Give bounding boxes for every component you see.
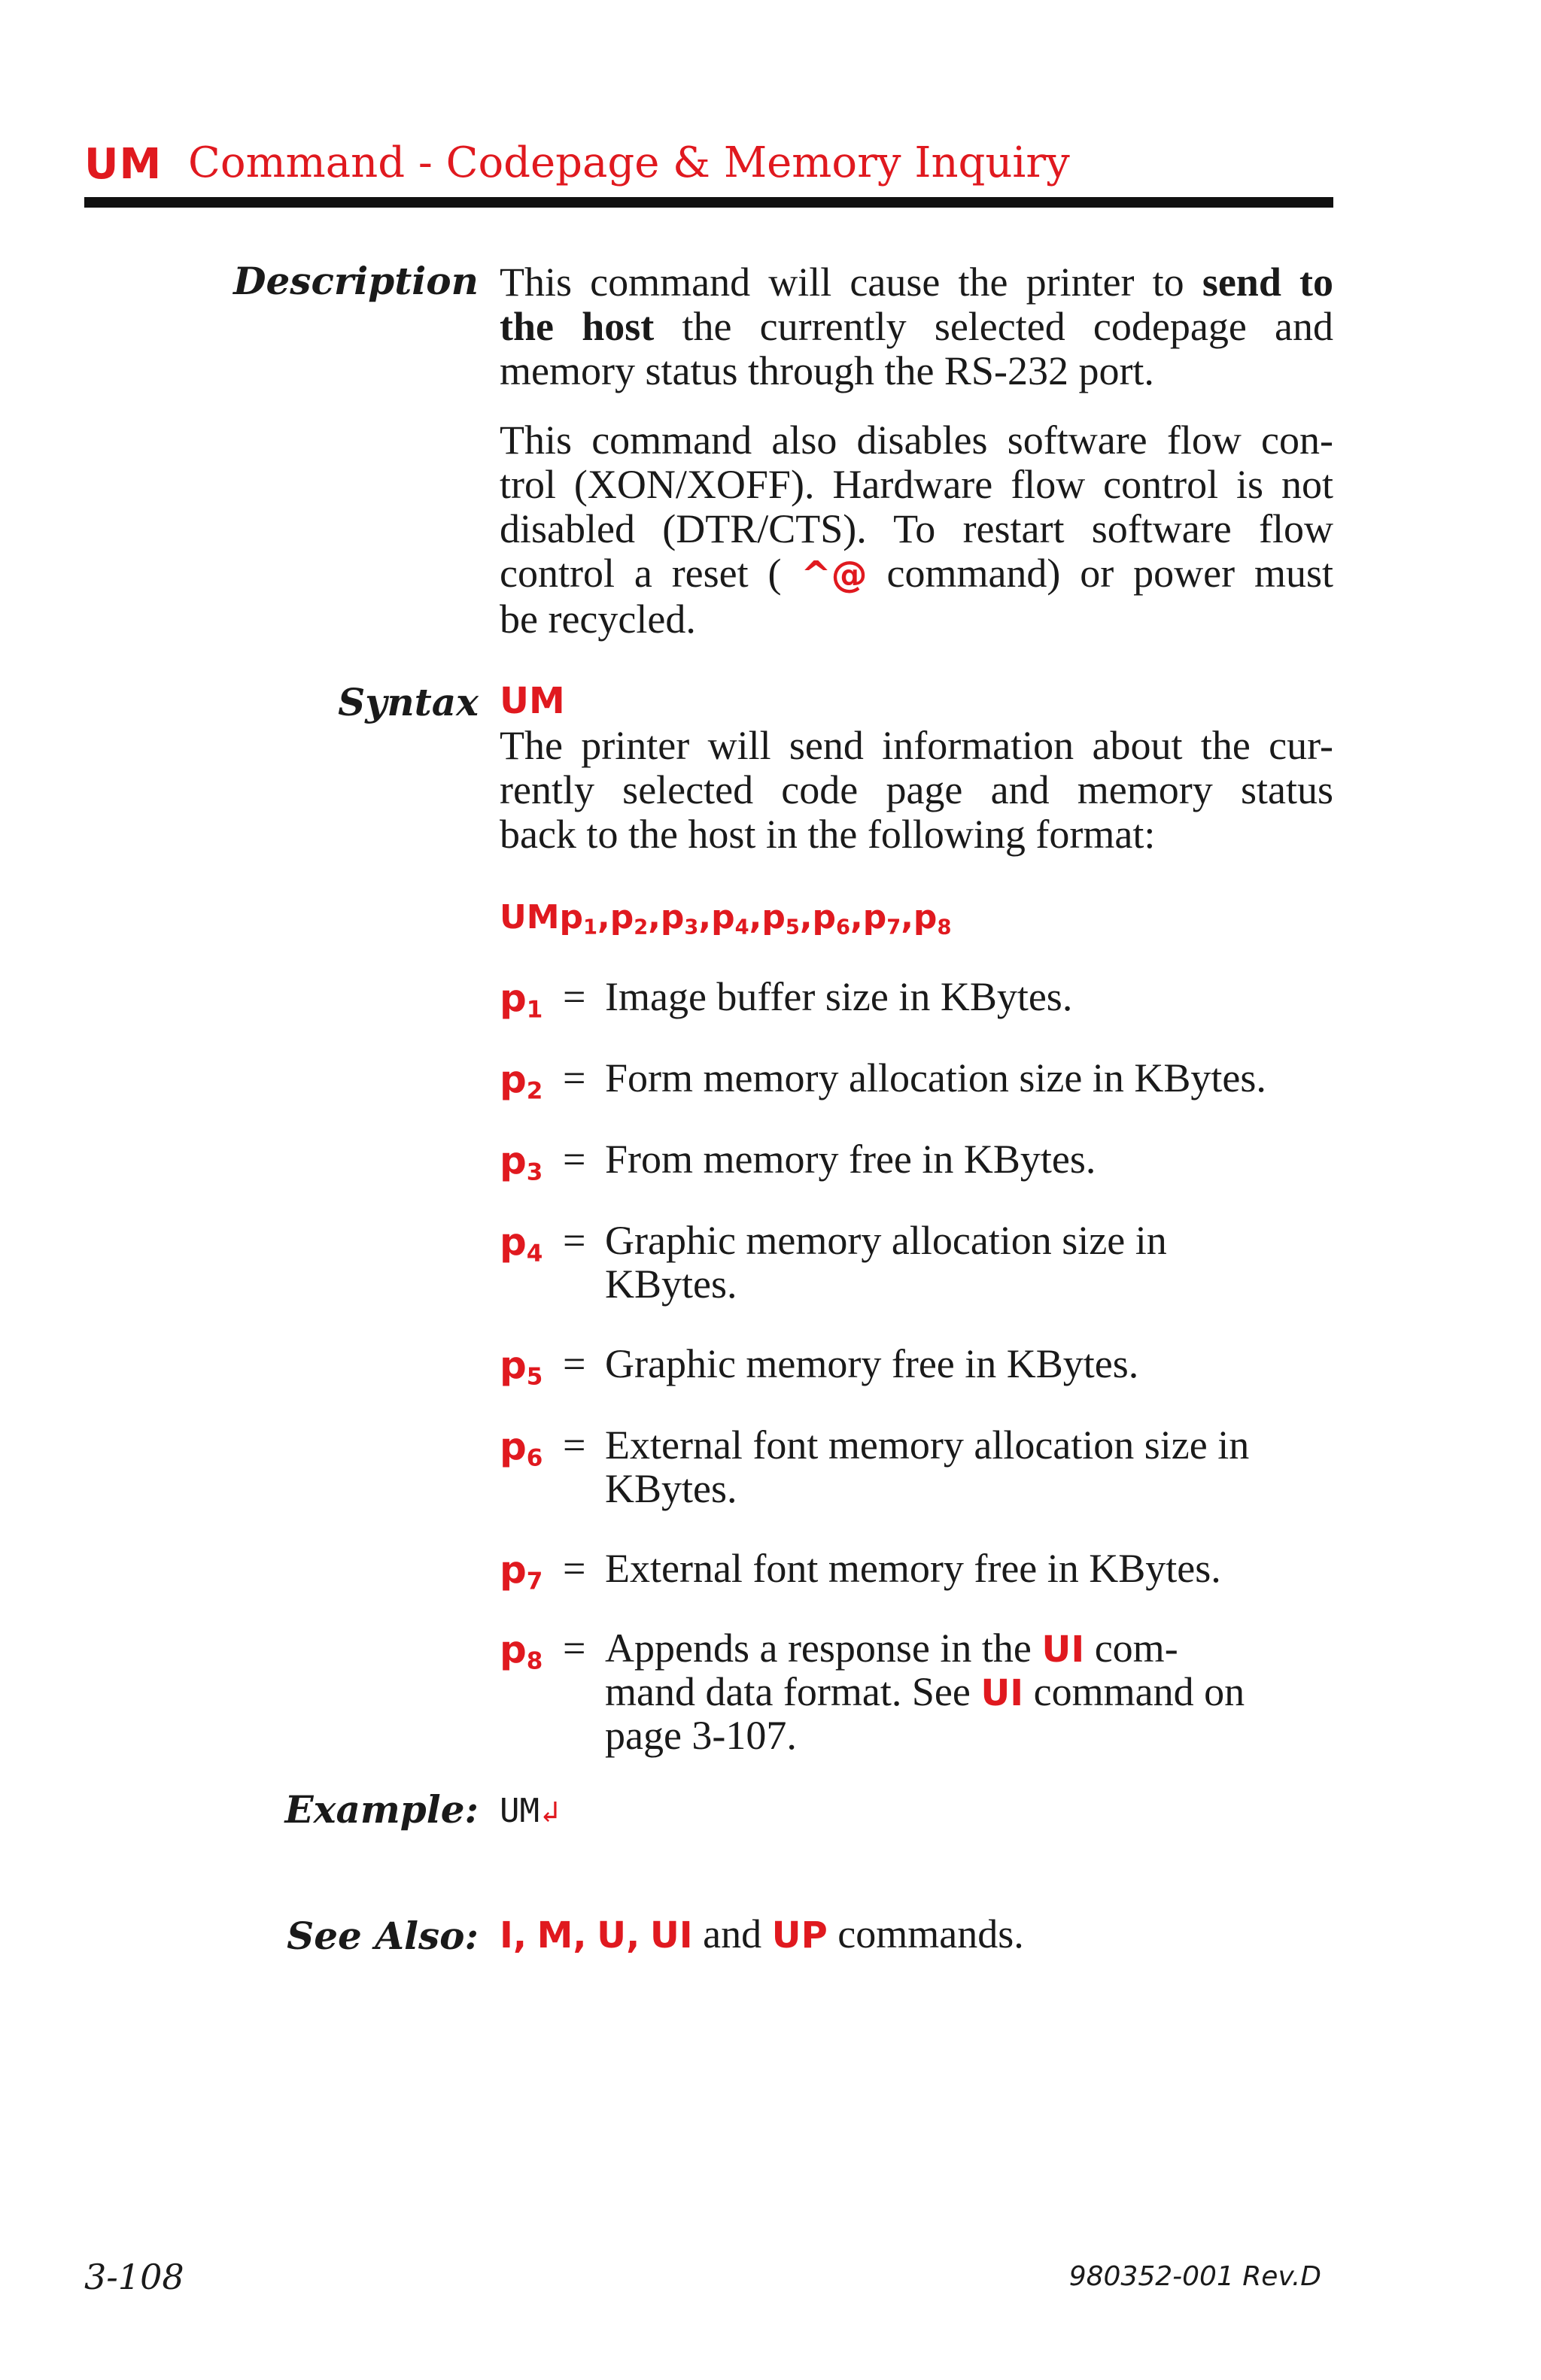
param-description-cont: page 3-107.	[605, 1713, 797, 1758]
description-p2-line3: disabled (DTR/CTS). To restart software flow	[500, 506, 1333, 551]
format-sep: ,p	[648, 898, 685, 937]
param-equals: =	[563, 974, 586, 1019]
see-also-m: M,	[536, 1914, 587, 1957]
see-also-list	[500, 1911, 1024, 1957]
ui-command-code: UI	[1041, 1629, 1085, 1671]
param-equals: =	[563, 1341, 586, 1386]
desc-text: command) or power must	[867, 551, 1333, 596]
see-also-up: UP	[771, 1914, 828, 1957]
header-command-code: UM	[84, 140, 163, 189]
description-p2-line1: This command also disables software flow con-	[500, 417, 1333, 463]
param-name: $p_2$	[500, 1058, 543, 1105]
param-name: $p_3$	[500, 1139, 543, 1186]
desc-text: This command will cause the printer to	[500, 260, 1202, 305]
description-label: Description	[233, 259, 479, 303]
param-description: From memory free in KBytes.	[605, 1137, 1096, 1182]
param-name: $p_5$	[500, 1343, 543, 1391]
example-label: Example:	[284, 1787, 479, 1832]
return-icon: ↲	[540, 1795, 560, 1829]
syntax-line1: The printer will send information about the cur-	[500, 723, 1333, 768]
param-equals: =	[563, 1422, 586, 1468]
header-rule	[84, 197, 1333, 208]
param-name: $p_7$	[500, 1548, 543, 1595]
param-description: Image buffer size in KBytes.	[605, 974, 1073, 1019]
desc-bold-text: the host	[500, 304, 655, 349]
reset-command-code: ^@	[801, 554, 868, 596]
description-paragraph-2	[500, 418, 1333, 642]
description-p1-line2	[500, 305, 1333, 349]
description-paragraph-1	[500, 260, 1333, 393]
example-command: UM	[500, 1792, 540, 1830]
example-code	[500, 1792, 559, 1830]
page-title: Command - Codepage & Memory Inquiry	[188, 138, 1070, 187]
desc-text: control a reset (	[500, 551, 801, 596]
param-name: $p_4$	[500, 1220, 543, 1267]
see-also-tail: commands.	[827, 1911, 1024, 1957]
syntax-line3: back to the host in the following format:	[500, 812, 1156, 857]
param-description: Graphic memory free in KBytes.	[605, 1341, 1139, 1386]
param-description: External font memory free in KBytes.	[605, 1546, 1221, 1591]
param-equals: =	[563, 1626, 586, 1671]
param-description: Appends a response in the UI com-	[605, 1626, 1178, 1671]
format-sep: ,p	[597, 898, 634, 937]
param-description-cont: mand data format. See UI command on	[605, 1669, 1245, 1714]
param-name: $p_1$	[500, 976, 543, 1024]
description-p2-line2: trol (XON/XOFF). Hardware flow control is not	[500, 462, 1333, 507]
description-p1-line1	[500, 260, 1333, 305]
param-description: Graphic memory allocation size in	[605, 1218, 1167, 1263]
format-sep: ,p	[850, 898, 887, 937]
param-name: $p_8$	[500, 1628, 543, 1675]
desc-bold-text: send to	[1202, 260, 1334, 305]
param-description: External font memory allocation size in	[605, 1422, 1250, 1468]
syntax-label: Syntax	[338, 680, 479, 724]
syntax-paragraph	[500, 724, 1333, 857]
param-name: $p_6$	[500, 1425, 543, 1472]
format-sep: ,p	[799, 898, 837, 937]
page-number: 3-108	[84, 2257, 184, 2297]
ui-command-link: UI	[980, 1672, 1024, 1714]
description-p2-line5: be recycled.	[500, 597, 696, 642]
see-also-label: See Also:	[287, 1914, 479, 1958]
format-sep: ,p	[901, 898, 938, 937]
param-equals: =	[563, 1546, 586, 1591]
see-also-ui: UI	[649, 1914, 693, 1957]
document-number: 980352-001 Rev.D	[1068, 2261, 1321, 2292]
param-description-cont: KBytes.	[605, 1466, 737, 1511]
syntax-code: UM	[500, 680, 565, 722]
desc-text: the currently selected codepage and	[654, 304, 1334, 349]
description-p1-line3: memory status through the RS-232 port.	[500, 348, 1154, 393]
see-also-u: U,	[597, 1914, 640, 1957]
description-p2-line4	[500, 551, 1333, 597]
format-sep: ,p	[698, 898, 735, 937]
param-description: Form memory allocation size in KBytes.	[605, 1055, 1266, 1100]
param-equals: =	[563, 1218, 586, 1263]
param-description-cont: KBytes.	[605, 1261, 737, 1307]
format-sep: ,p	[749, 898, 786, 937]
page-header	[84, 135, 1333, 196]
format-prefix: UMp	[500, 898, 584, 937]
param-equals: =	[563, 1055, 586, 1100]
param-equals: =	[563, 1137, 586, 1182]
syntax-line2: rently selected code page and memory status	[500, 767, 1333, 812]
response-format: $UMp_1,p_2,p_3,p_4,p_5,p_6,p_7,p_8$	[500, 898, 952, 940]
see-also-and: and	[692, 1911, 772, 1957]
see-also-i: I,	[500, 1914, 527, 1957]
